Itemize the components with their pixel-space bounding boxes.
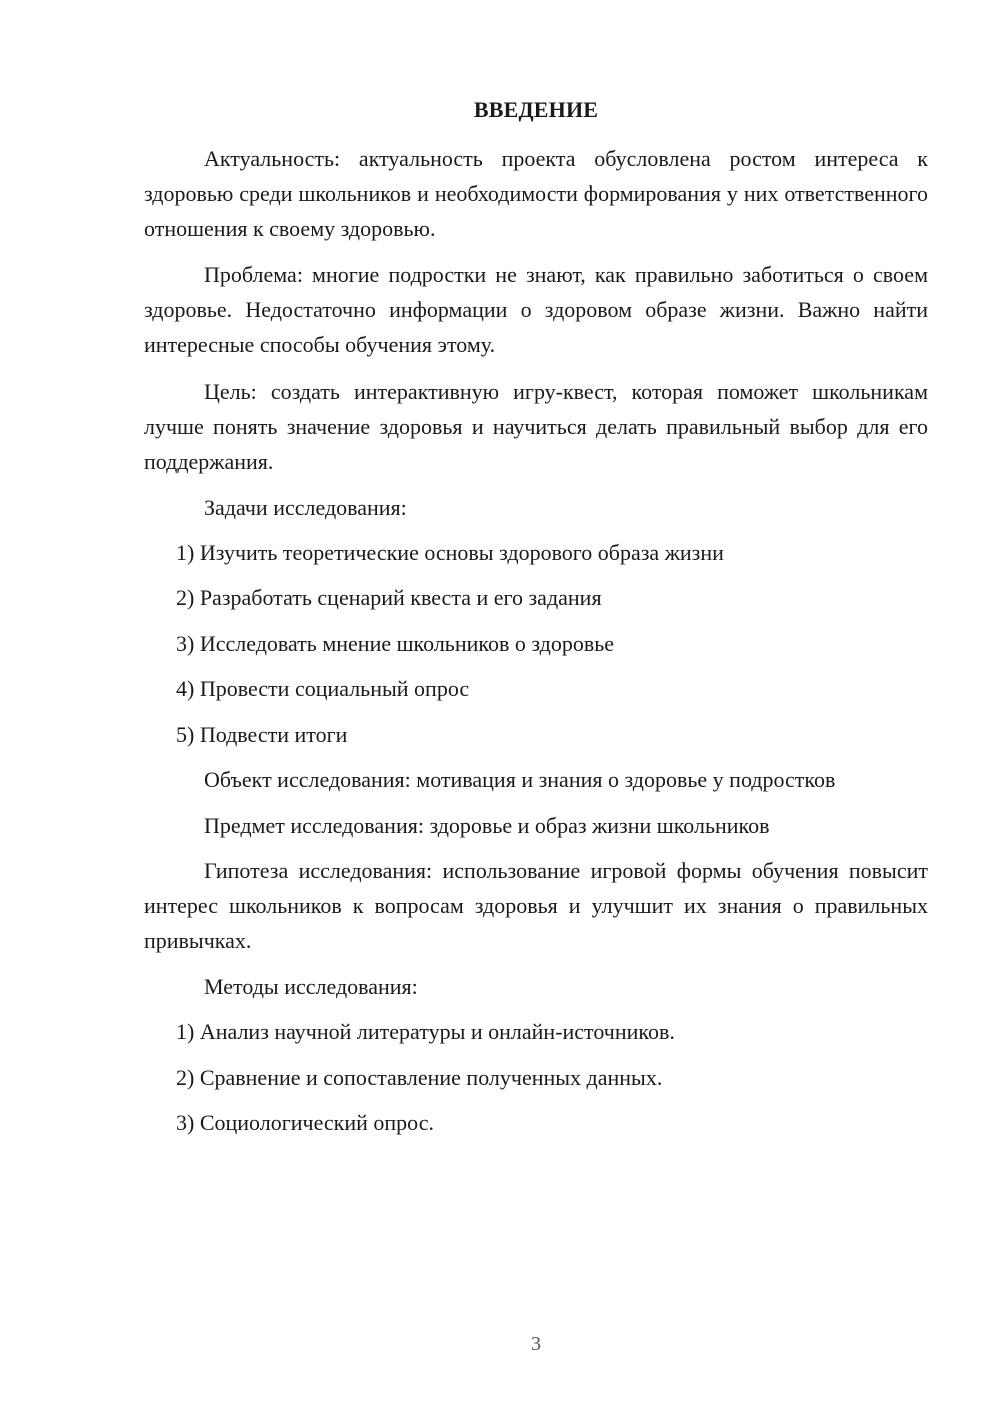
problem-paragraph: Проблема: многие подростки не знают, как правильно заботиться о своем здоровье. Недостаточно информации о здоровом образе жизни. Важно найти интересные способы обучения этому. xyxy=(144,262,928,357)
page-number: 3 xyxy=(531,1333,541,1355)
method-item: 3) Социологический опрос. xyxy=(176,1110,434,1135)
task-item: 4) Провести социальный опрос xyxy=(176,676,470,701)
task-item: 2) Разработать сценарий квеста и его задания xyxy=(176,585,602,610)
research-object: Объект исследования: мотивация и знания о здоровье у подростков xyxy=(204,767,836,792)
method-item: 2) Сравнение и сопоставление полученных данных. xyxy=(176,1065,663,1090)
task-item: 1) Изучить теоретические основы здорового образа жизни xyxy=(176,540,724,565)
page-title: ВВЕДЕНИЕ xyxy=(473,97,599,122)
research-subject: Предмет исследования: здоровье и образ жизни школьников xyxy=(204,813,770,838)
goal-paragraph: Цель: создать интерактивную игру-квест, которая поможет школьникам лучше понять значение здоровья и научиться делать правильный выбор для его поддержания. xyxy=(144,379,928,474)
hypothesis-paragraph: Гипотеза исследования: использование игровой формы обучения повысит интерес школьников к вопросам здоровья и улучшит их знания о правильных привычках. xyxy=(144,858,928,953)
task-item: 3) Исследовать мнение школьников о здоровье xyxy=(176,631,615,656)
relevance-paragraph: Актуальность: актуальность проекта обусловлена ростом интереса к здоровью среди школьников и необходимости формирования у них ответственного отношения к своему здоровью. xyxy=(144,146,928,241)
method-item: 1) Анализ научной литературы и онлайн-источников. xyxy=(176,1019,675,1044)
methods-title: Методы исследования: xyxy=(204,974,418,999)
task-item: 5) Подвести итоги xyxy=(176,722,348,747)
tasks-title: Задачи исследования: xyxy=(204,495,407,520)
